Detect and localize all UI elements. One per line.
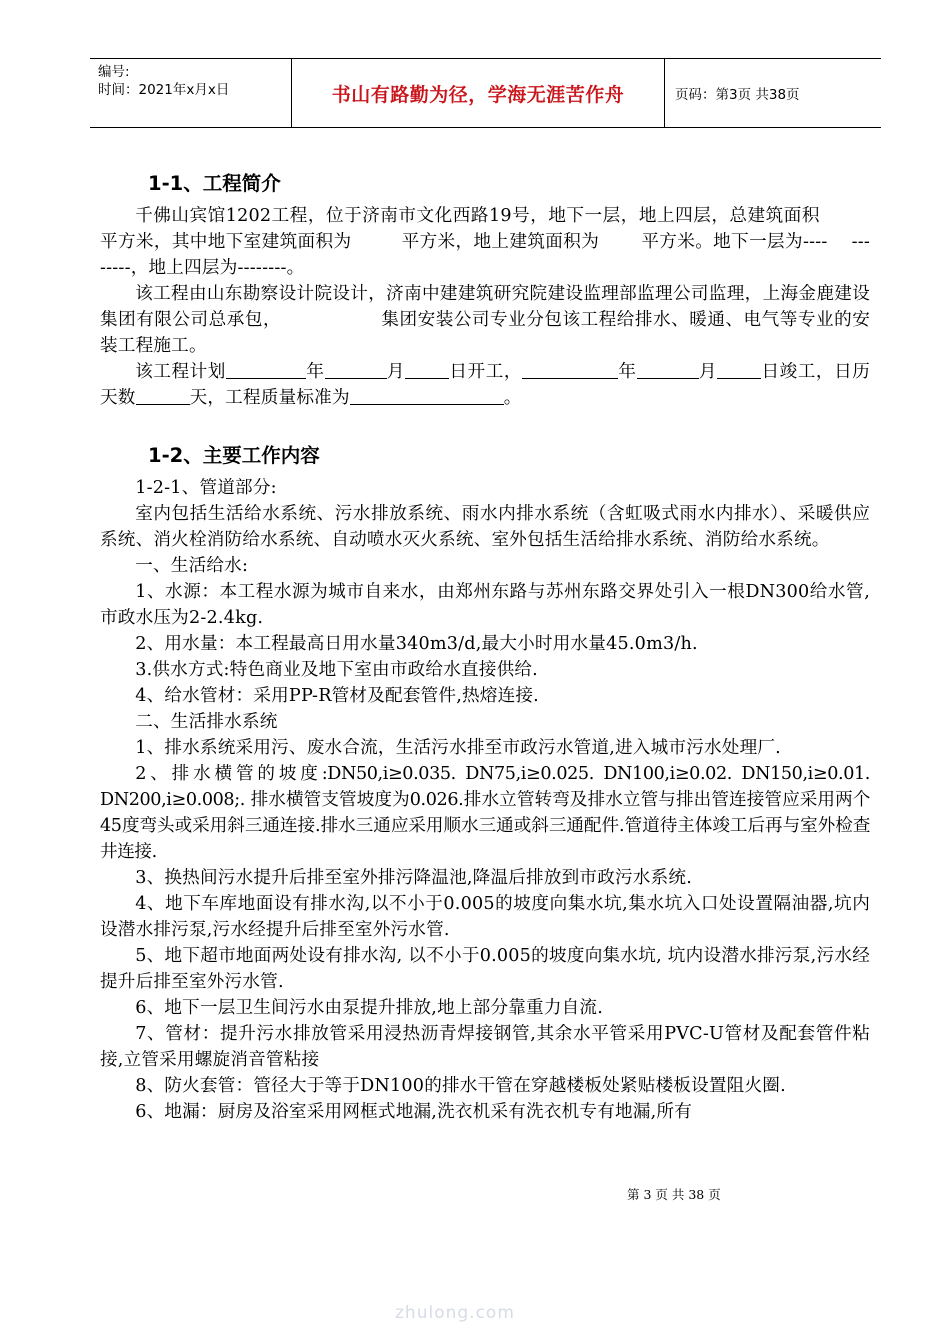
paragraph: 4、给水管材：采用PP-R管材及配套管件,热熔连接. bbox=[135, 686, 539, 706]
header-meta bbox=[98, 63, 298, 99]
header-motto: 书山有路勤为径，学海无涯苦作舟 bbox=[331, 83, 625, 106]
paragraph: 一、生活给水: bbox=[135, 556, 249, 576]
paragraph: 二、生活排水系统 bbox=[135, 712, 278, 732]
paragraph: 3.供水方式:特色商业及地下室由市政给水直接供给. bbox=[135, 660, 538, 680]
blank-field[interactable] bbox=[522, 360, 618, 379]
watermark: zhulong.com bbox=[395, 1303, 515, 1323]
blank-field[interactable] bbox=[325, 360, 387, 379]
blank-field[interactable] bbox=[637, 360, 699, 379]
section-title: 1-2、主要工作内容 bbox=[148, 444, 320, 467]
paragraph: 该工程由山东勘察设计院设计，济南中建建筑研究院建设监理部监理公司监理，上海金鹿建设集团有限公司总承包， 集团安装公司专业分包该工程给排水、暖通、电气等专业的安装工程施工。 bbox=[100, 284, 870, 356]
header-page-info: 页码：第3页 共38页 bbox=[675, 87, 800, 103]
paragraph: 6、地下一层卫生间污水由泵提升排放,地上部分靠重力自流. bbox=[135, 998, 604, 1018]
page-footer: 第 3 页 共 38 页 bbox=[627, 1187, 721, 1202]
paragraph: 2、排水横管的坡度:DN50,i≥0.035. DN75,i≥0.025. DN100,i≥0.02. DN150,i≥0.01. DN200,i≥0.008;. 排水横管支管坡度为0.026.排水立管转弯及排水立管与排出管连接管应采用两个45度弯头或采用斜三通连接.排水三通应采用顺水三通或斜三通配件.管道待主体竣工后再与室外检查井连接. bbox=[100, 764, 870, 862]
blank-field[interactable] bbox=[717, 360, 761, 379]
paragraph: 室内包括生活给水系统、污水排放系统、雨水内排水系统（含虹吸式雨水内排水）、采暖供应系统、消火栓消防给水系统、自动喷水灭火系统、室外包括生活给排水系统、消防给水系统。 bbox=[100, 504, 870, 550]
blank-field[interactable] bbox=[405, 360, 449, 379]
blank-field[interactable] bbox=[350, 386, 504, 405]
number-label: 编号: bbox=[98, 64, 130, 80]
document-body bbox=[100, 165, 870, 1125]
blank-field[interactable] bbox=[136, 386, 190, 405]
blank-field[interactable] bbox=[226, 360, 306, 379]
paragraph: 2、用水量：本工程最高日用水量340m3/d,最大小时用水量45.0m3/h. bbox=[135, 634, 698, 654]
paragraph: 3、换热间污水提升后排至室外排污降温池,降温后排放到市政污水系统. bbox=[135, 868, 692, 888]
page-header bbox=[90, 58, 881, 128]
paragraph-schedule: 该工程计划 年 月 日开工， 年 月 日竣工，日历天数 天，工程质量标准为 。 bbox=[100, 362, 871, 408]
paragraph: 1、排水系统采用污、废水合流，生活污水排至市政污水管道,进入城市污水处理厂. bbox=[135, 738, 781, 758]
paragraph: 8、防火套管：管径大于等于DN100的排水干管在穿越楼板处紧贴楼板设置阻火圈. bbox=[135, 1076, 786, 1096]
paragraph: 千佛山宾馆1202工程，位于济南市文化西路19号，地下一层，地上四层，总建筑面积平方米，其中地下室建筑面积为 平方米，地上建筑面积为 平方米。地下一层为---- --------，地上四层为--------。 bbox=[100, 206, 870, 278]
section-title: 1-1、工程简介 bbox=[148, 172, 281, 195]
paragraph: 7、管材：提升污水排放管采用浸热沥青焊接钢管,其余水平管采用PVC-U管材及配套管件粘接,立管采用螺旋消音管粘接 bbox=[100, 1024, 870, 1070]
date-label: 时间：2021年x月x日 bbox=[98, 82, 230, 98]
header-divider bbox=[664, 59, 665, 127]
paragraph: 1-2-1、管道部分: bbox=[135, 478, 277, 498]
paragraph: 1、水源：本工程水源为城市自来水，由郑州东路与苏州东路交界处引入一根DN300给水管,市政水压为2-2.4kg. bbox=[100, 582, 870, 628]
paragraph: 4、地下车库地面设有排水沟,以不小于0.005的坡度向集水坑,集水坑入口处设置隔油器,坑内设潜水排污泵,污水经提升后排至室外污水管. bbox=[100, 894, 870, 940]
paragraph: 6、地漏：厨房及浴室采用网框式地漏,洗衣机采有洗衣机专有地漏,所有 bbox=[135, 1102, 692, 1122]
paragraph: 5、地下超市地面两处设有排水沟, 以不小于0.005的坡度向集水坑, 坑内设潜水排污泵,污水经提升后排至室外污水管. bbox=[100, 946, 870, 992]
